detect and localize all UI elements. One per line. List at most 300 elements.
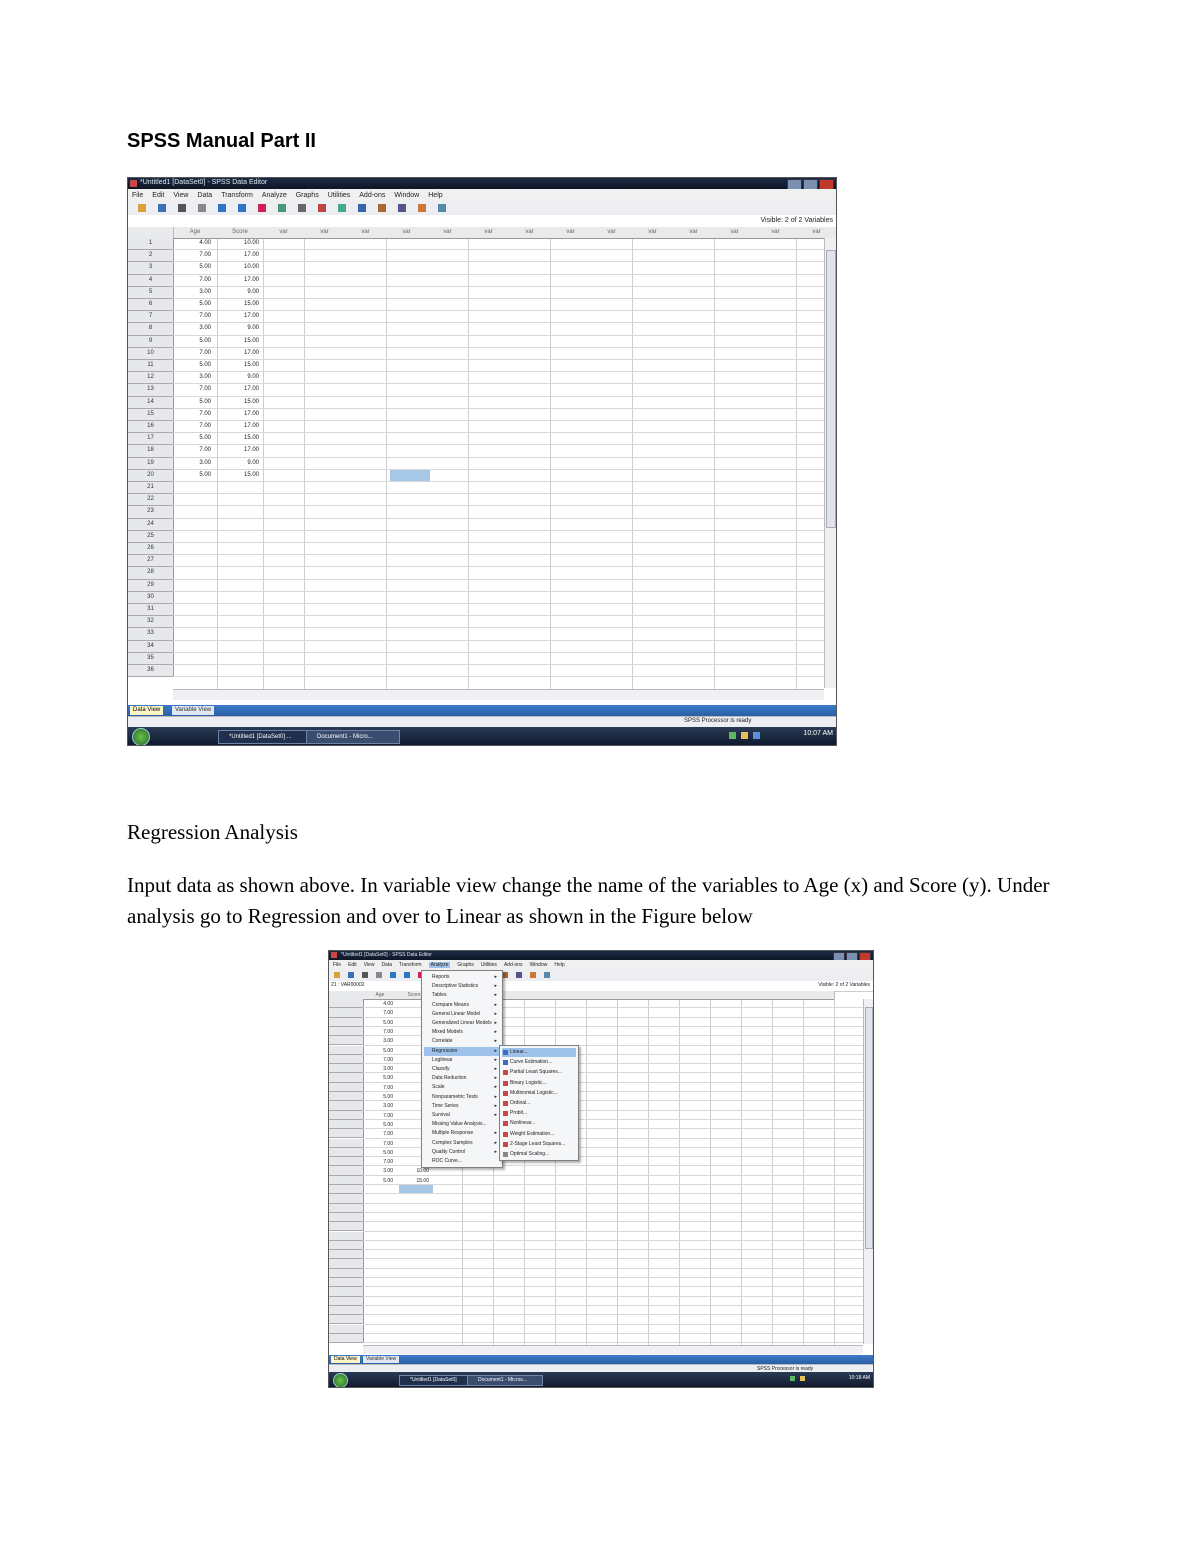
row-divider [363,1193,863,1194]
analyze-menu-item-time-series[interactable] [424,1102,500,1111]
table-cell-age[interactable]: 7.00 [383,1084,393,1091]
column-header-score[interactable]: Score [397,991,432,1000]
regression-menu-item-partial-least-squares[interactable] [502,1068,576,1077]
regression-method-icon [503,1070,508,1075]
table-cell-age[interactable]: 5.00 [383,1094,393,1100]
menu-item-view[interactable]: View [363,962,375,968]
column-header-var[interactable]: var [468,227,510,239]
value-labels-icon[interactable] [418,204,426,212]
row-divider [363,1286,863,1287]
table-cell-age[interactable]: 5.00 [383,1121,393,1128]
menu-item-edit[interactable]: Edit [348,962,357,968]
regression-menu-item-optimal-scaling[interactable] [502,1150,576,1159]
column-header-var[interactable]: var [550,227,592,239]
row-divider [173,322,824,323]
row-header[interactable]: 16 [128,421,174,433]
table-cell-score[interactable]: 15.00 [416,1177,429,1184]
table-cell-score[interactable]: 17.00 [243,349,259,356]
menu-item-label: Correlate [432,1038,453,1045]
row-header[interactable] [329,1018,364,1027]
row-header[interactable] [329,1232,364,1241]
regression-menu-item-nonlinear[interactable] [502,1119,576,1128]
find-icon[interactable] [298,204,306,212]
table-cell-age[interactable]: 5.00 [383,1177,393,1184]
redo-icon[interactable] [238,204,246,212]
table-cell-age[interactable]: 5.00 [199,301,211,307]
regression-menu-item-2-stage-least-squares[interactable] [502,1140,576,1149]
processor-status: SPSS Processor is ready [684,718,752,724]
analyze-menu-item-mixed-models[interactable] [424,1028,500,1037]
taskbar-item-word[interactable]: Document1 - Micro... [306,730,400,744]
table-cell-score[interactable]: 17.00 [243,386,259,393]
regression-menu-item-linear[interactable] [502,1048,576,1057]
row-header[interactable] [329,1111,364,1120]
regression-menu-item-ordinal[interactable] [502,1099,576,1108]
chevron-right-icon: ▸ [494,1047,497,1054]
menu-item-view[interactable]: View [173,191,189,199]
row-header[interactable] [329,1278,364,1287]
menu-item-label: General Linear Model [432,1010,481,1017]
table-cell-score[interactable]: 9.00 [247,325,259,332]
menu-item-window[interactable]: Window [394,191,420,199]
analyze-menu-item-missing-value-analysis[interactable] [424,1120,500,1129]
menu-item-file[interactable]: File [333,962,342,968]
row-header[interactable]: 19 [128,458,174,470]
menu-item-transform[interactable]: Transform [221,191,253,199]
menu-item-label: Descriptive Statistics [432,983,479,990]
column-header-var[interactable]: var [427,227,469,239]
row-header[interactable] [329,1073,364,1082]
row-header[interactable]: 20 [128,470,174,482]
table-cell-age[interactable]: 7.00 [383,1028,393,1035]
column-header-var[interactable]: var [386,227,428,239]
table-cell-age[interactable]: 5.00 [199,362,211,368]
scroll-thumb[interactable] [826,250,836,528]
menu-item-help[interactable]: Help [554,962,565,968]
menu-item-label: Ordinal... [510,1100,531,1106]
menu-item-utilities[interactable]: Utilities [480,962,497,968]
table-cell-age[interactable]: 3.00 [199,288,211,295]
row-header[interactable]: 36 [128,665,174,677]
row-header[interactable]: 31 [128,604,174,616]
table-cell-score[interactable]: 9.00 [247,288,259,295]
tray-network-icon [790,1376,795,1381]
table-cell-score[interactable]: 15.00 [243,362,259,368]
row-header[interactable] [329,1204,364,1213]
table-cell-age[interactable]: 7.00 [199,349,211,356]
table-cell-age[interactable]: 5.00 [383,1075,393,1082]
tray-volume-icon [800,1376,805,1381]
regression-menu-item-curve-estimation[interactable] [502,1058,576,1067]
tab-data-view[interactable]: Data View [130,706,163,715]
dialog-recall-icon[interactable] [198,204,206,212]
row-header[interactable] [329,1213,364,1222]
open-icon[interactable] [334,972,340,978]
row-divider [173,664,824,665]
window-title: *Untitled1 [DataSet0] - SPSS Data Editor [341,952,432,958]
table-cell-age[interactable]: 7.00 [199,410,211,417]
select-cases-icon[interactable] [516,972,522,978]
use-sets-icon[interactable] [438,204,446,212]
row-header[interactable] [329,1315,364,1324]
row-divider [173,640,824,641]
row-header[interactable]: 26 [128,543,174,555]
menu-item-utilities[interactable]: Utilities [327,191,351,199]
analyze-menu-item-data-reduction[interactable] [424,1074,500,1083]
menu-item-addons[interactable]: Add-ons [503,962,523,968]
chevron-right-icon: ▸ [494,1075,497,1082]
menu-item-addons[interactable]: Add-ons [359,191,386,199]
table-cell-age[interactable]: 4.00 [199,240,211,246]
row-header[interactable] [329,1036,364,1045]
row-divider [363,1314,863,1315]
taskbar-item-spss[interactable]: *Untitled1 [DataSet0] ... [218,730,312,744]
table-cell-score[interactable]: 15.00 [243,471,259,478]
analyze-menu-item-regression[interactable] [424,1047,500,1056]
column-header-var [741,991,773,1000]
start-button-icon[interactable] [333,1373,348,1388]
table-cell-age[interactable]: 7.00 [383,1140,393,1147]
row-header[interactable] [329,1334,364,1343]
column-header-var [710,991,742,1000]
row-header[interactable] [329,1241,364,1250]
chevron-right-icon: ▸ [494,992,497,999]
menu-item-file[interactable]: File [132,191,144,199]
horizontal-scrollbar[interactable] [363,1345,863,1354]
save-icon[interactable] [158,204,166,212]
analyze-menu-item-tables[interactable] [424,991,500,1000]
row-header[interactable]: 7 [128,311,174,323]
table-cell-score[interactable]: 17.00 [243,276,259,283]
menu-item-analyze[interactable]: Analyze [261,191,287,199]
row-header[interactable]: 10 [128,348,174,360]
row-header[interactable]: 21 [128,482,174,494]
row-header[interactable] [329,1064,364,1073]
column-header-age[interactable]: Age [173,227,218,239]
row-header[interactable]: 27 [128,555,174,567]
column-header-age[interactable]: Age [363,991,398,1000]
table-cell-age[interactable]: 4.00 [383,1001,393,1007]
row-header[interactable] [329,1306,364,1315]
section-heading: Regression Analysis [127,820,298,844]
use-sets-icon[interactable] [544,972,550,978]
analyze-menu-item-quality-control[interactable] [424,1148,500,1157]
table-cell-score[interactable]: 17.00 [243,410,259,417]
menu-item-help[interactable]: Help [428,191,443,199]
analyze-menu-item-nonparametric-tests[interactable] [424,1093,500,1102]
table-cell-score[interactable]: 10.00 [416,1168,429,1175]
row-header[interactable] [329,1120,364,1129]
regression-menu-item-binary-logistic[interactable] [502,1079,576,1088]
column-header-score[interactable]: Score [217,227,264,239]
select-cases-icon[interactable] [398,204,406,212]
table-cell-score[interactable]: 10.00 [243,240,259,246]
insert-cases-icon[interactable] [318,204,326,212]
selected-cell[interactable] [390,470,430,481]
row-header[interactable]: 28 [128,567,174,579]
table-cell-age[interactable]: 3.00 [199,325,211,332]
table-cell-score[interactable]: 9.00 [247,374,259,381]
print-icon[interactable] [362,972,368,978]
table-cell-age[interactable]: 5.00 [383,1149,393,1156]
variables-icon[interactable] [278,204,286,212]
value-labels-icon[interactable] [530,972,536,978]
column-header-var[interactable]: var [591,227,633,239]
row-header[interactable] [329,1297,364,1306]
table-cell-age[interactable]: 7.00 [199,423,211,429]
row-header[interactable]: 33 [128,628,174,640]
table-cell-age[interactable]: 7.00 [383,1159,393,1166]
menu-item-label: Quality Control [432,1148,466,1155]
menu-item-window[interactable]: Window [529,962,548,968]
row-header[interactable] [329,1092,364,1101]
row-header[interactable]: 9 [128,336,174,348]
table-cell-age[interactable]: 7.00 [199,447,211,454]
table-cell-age[interactable]: 3.00 [383,1168,393,1175]
row-header[interactable]: 13 [128,384,174,396]
row-header[interactable] [329,1046,364,1055]
regression-submenu [499,1045,579,1161]
regression-menu-item-multinomial-logistic[interactable] [502,1089,576,1098]
row-header[interactable] [329,1083,364,1092]
split-file-icon[interactable] [358,204,366,212]
row-header[interactable]: 30 [128,592,174,604]
column-header-var[interactable]: var [714,227,756,239]
table-cell-score[interactable]: 17.00 [243,252,259,259]
analyze-menu-item-generalized-linear-models[interactable] [424,1019,500,1028]
row-header[interactable]: 35 [128,653,174,665]
analyze-menu-item-classify[interactable] [424,1065,500,1074]
print-icon[interactable] [178,204,186,212]
row-header[interactable] [329,1250,364,1259]
table-cell-age[interactable]: 3.00 [383,1066,393,1073]
row-header[interactable]: 6 [128,299,174,311]
table-cell-age[interactable]: 7.00 [383,1056,393,1063]
vertical-scrollbar[interactable] [824,238,836,688]
analyze-menu-item-survival[interactable] [424,1111,500,1120]
row-header[interactable]: 14 [128,397,174,409]
row-divider [363,1324,863,1325]
tab-variable-view[interactable]: Variable View [172,706,214,715]
table-cell-score[interactable]: 17.00 [243,313,259,320]
table-cell-score[interactable]: 10.00 [243,264,259,271]
row-header[interactable]: 22 [128,494,174,506]
row-header[interactable]: 4 [128,275,174,287]
column-header-var[interactable]: var [509,227,551,239]
chevron-right-icon: ▸ [494,1020,497,1026]
save-icon[interactable] [348,972,354,978]
analyze-menu-item-complex-samples[interactable] [424,1139,500,1148]
analyze-menu-item-reports[interactable] [424,973,500,982]
column-header-var[interactable]: var [632,227,674,239]
chevron-right-icon: ▸ [494,1010,497,1017]
row-header[interactable] [329,1101,364,1110]
row-header[interactable]: 32 [128,616,174,628]
row-header[interactable] [329,1008,364,1017]
regression-method-icon [503,1121,508,1126]
menu-item-data[interactable]: Data [197,191,213,199]
menu-item-data[interactable]: Data [381,962,392,968]
row-header[interactable]: 5 [128,287,174,299]
horizontal-scrollbar[interactable] [173,689,824,700]
row-divider [173,676,824,677]
taskbar-item-word[interactable]: Document1 - Micros... [467,1375,543,1386]
row-divider [173,335,824,336]
taskbar-item-spss[interactable]: *Untitled1 [DataSet0] [399,1375,475,1386]
row-header[interactable] [329,1129,364,1138]
table-cell-age[interactable]: 7.00 [199,252,211,259]
row-header[interactable] [329,1055,364,1064]
row-header[interactable] [329,1176,364,1185]
column-header-var [586,991,618,1000]
table-cell-age[interactable]: 7.00 [199,313,211,320]
table-cell-score[interactable]: 15.00 [243,337,259,344]
row-header[interactable]: 12 [128,372,174,384]
row-header[interactable] [329,1157,364,1166]
spss-app-icon [331,952,337,958]
table-cell-age[interactable]: 3.00 [383,1103,393,1110]
row-header[interactable]: 17 [128,433,174,445]
row-header[interactable]: 25 [128,531,174,543]
row-header[interactable]: 8 [128,323,174,335]
row-divider [173,603,824,604]
menu-item-graphs[interactable]: Graphs [295,191,319,199]
regression-menu-item-weight-estimation[interactable] [502,1130,576,1139]
row-divider [173,554,824,555]
column-header-var[interactable]: var [755,227,797,239]
table-cell-score[interactable]: 15.00 [243,398,259,405]
row-divider [173,444,824,445]
analyze-menu-item-multiple-response[interactable] [424,1129,500,1138]
row-header[interactable] [329,1222,364,1231]
menu-item-label: Mixed Models [432,1029,463,1036]
analyze-menu-item-general-linear-model[interactable] [424,1010,500,1019]
row-header[interactable] [329,1185,364,1194]
start-button-icon[interactable] [132,728,150,746]
row-divider [363,1203,863,1204]
table-cell-age[interactable]: 7.00 [383,1131,393,1138]
row-header[interactable] [329,1259,364,1268]
table-cell-score[interactable]: 15.00 [243,301,259,307]
analyze-menu-item-descriptive-statistics[interactable] [424,982,500,991]
row-header[interactable] [329,1287,364,1296]
row-divider [173,359,824,360]
row-divider [173,469,824,470]
chevron-right-icon: ▸ [494,1148,497,1155]
selected-cell[interactable] [399,1185,433,1193]
table-cell-age[interactable]: 5.00 [199,337,211,344]
dialog-recall-icon[interactable] [376,972,382,978]
analyze-menu-item-compare-means[interactable] [424,1001,500,1010]
menu-item-edit[interactable]: Edit [152,191,165,199]
menu-item-label: Binary Logistic... [510,1079,547,1086]
table-cell-age[interactable]: 7.00 [199,386,211,393]
menu-item-transform[interactable]: Transform [399,962,422,968]
table-cell-score[interactable]: 15.00 [243,435,259,442]
row-header[interactable] [329,999,364,1008]
row-header[interactable]: 29 [128,580,174,592]
table-cell-age[interactable]: 5.00 [199,398,211,405]
row-header[interactable] [329,1325,364,1334]
undo-icon[interactable] [218,204,226,212]
regression-menu-item-probit[interactable] [502,1109,576,1118]
goto-case-icon[interactable] [258,204,266,212]
row-header[interactable]: 3 [128,262,174,274]
row-header[interactable] [329,1269,364,1278]
column-header-var[interactable]: var [345,227,387,239]
row-header[interactable]: 23 [128,506,174,518]
row-header[interactable] [329,1148,364,1157]
menu-item-label: Generalized Linear Models [432,1020,492,1026]
column-header-var[interactable]: var [304,227,346,239]
row-header[interactable]: 11 [128,360,174,372]
table-cell-age[interactable]: 5.00 [199,264,211,271]
row-header[interactable]: 1 [128,238,174,250]
weight-cases-icon[interactable] [378,204,386,212]
chevron-right-icon: ▸ [494,1001,497,1008]
menu-item-label: Time Series [432,1102,459,1109]
row-header[interactable] [329,1166,364,1175]
row-header[interactable] [329,1027,364,1036]
menu-item-graphs[interactable]: Graphs [457,962,474,968]
undo-icon[interactable] [390,972,396,978]
row-divider [173,383,824,384]
row-header[interactable]: 15 [128,409,174,421]
tab-variable-view[interactable]: Variable View [363,1356,399,1363]
row-divider [363,1305,863,1306]
table-cell-age[interactable]: 3.00 [199,459,211,466]
table-cell-age[interactable]: 7.00 [383,1112,393,1119]
row-header[interactable] [329,1194,364,1203]
table-cell-score[interactable]: 17.00 [243,447,259,454]
menu-bar [329,960,873,970]
table-cell-age[interactable]: 7.00 [383,1010,393,1017]
analyze-menu-item-scale[interactable] [424,1083,500,1092]
menu-bar [128,189,836,201]
row-header[interactable]: 34 [128,641,174,653]
column-header-var[interactable]: var [263,227,305,239]
redo-icon[interactable] [404,972,410,978]
table-cell-age[interactable]: 5.00 [383,1019,393,1026]
insert-variable-icon[interactable] [338,204,346,212]
column-header-var[interactable]: var [796,227,837,239]
table-cell-age[interactable]: 5.00 [199,471,211,478]
open-icon[interactable] [138,204,146,212]
row-header[interactable] [329,1139,364,1148]
row-header[interactable]: 2 [128,250,174,262]
vertical-scrollbar[interactable] [863,999,873,1344]
row-divider [173,505,824,506]
table-cell-age[interactable]: 3.00 [199,374,211,381]
table-cell-score[interactable]: 17.00 [243,423,259,429]
row-header[interactable]: 18 [128,445,174,457]
table-cell-age[interactable]: 7.00 [199,276,211,283]
row-header[interactable]: 24 [128,519,174,531]
table-cell-age[interactable]: 5.00 [383,1047,393,1054]
data-grid [329,991,863,1347]
table-cell-age[interactable]: 5.00 [199,435,211,442]
scroll-thumb[interactable] [865,1007,873,1249]
column-header-var[interactable]: var [673,227,715,239]
column-header-var [648,991,680,1000]
analyze-menu-item-correlate[interactable] [424,1037,500,1046]
menu-item-analyze[interactable]: Analyze [430,962,449,968]
tab-data-view[interactable]: Data View [331,1356,360,1363]
analyze-menu-item-loglinear[interactable] [424,1056,500,1065]
table-cell-age[interactable]: 3.00 [383,1038,393,1045]
table-cell-score[interactable]: 9.00 [247,459,259,466]
analyze-menu-item-roc-curve[interactable] [424,1157,500,1166]
